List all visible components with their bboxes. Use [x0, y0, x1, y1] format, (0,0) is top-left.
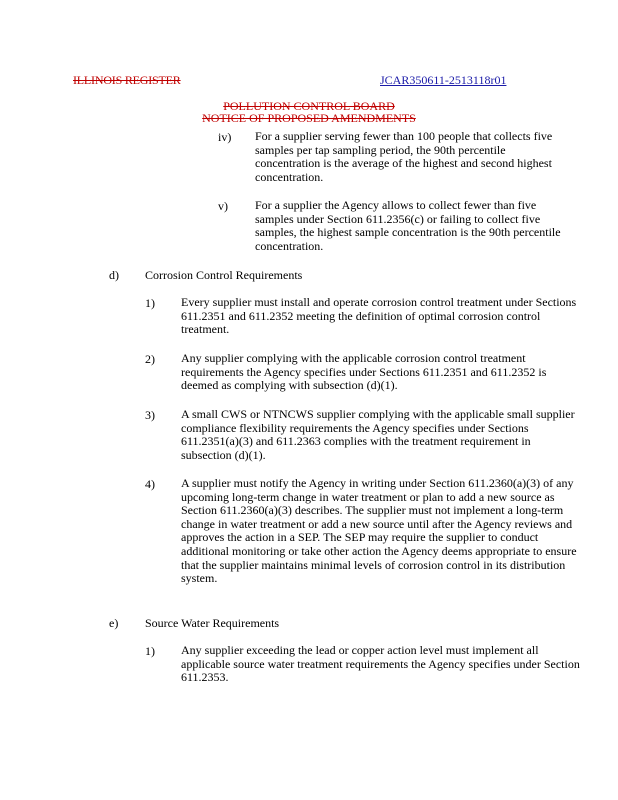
d-3-label: 3): [145, 408, 155, 422]
title-line-1: POLLUTION CONTROL BOARD: [223, 99, 395, 113]
d-2-label: 2): [145, 352, 155, 366]
register-header: ILLINOIS REGISTER: [73, 73, 181, 87]
e-1-text: Any supplier exceeding the lead or copper action level must implement all applicable source water treatment requirements the Agency specifies under Section 611.2353.: [181, 643, 580, 685]
d-3-text: A small CWS or NTNCWS supplier complying with the applicable small supplier compliance flexibility requirements the Agency specifies under Sections 611.2351(a)(3) and 611.2363 complies with the treatment requirement in subsection (d)(1).: [181, 407, 575, 462]
title-line-2: NOTICE OF PROPOSED AMENDMENTS: [202, 111, 416, 125]
page-title: [0, 100, 618, 124]
item-iv-label: iv): [218, 130, 232, 144]
subsection-e-heading: Source Water Requirements: [145, 616, 280, 630]
subsection-d-heading: Corrosion Control Requirements: [145, 268, 303, 282]
subsection-d-label: d): [109, 268, 119, 282]
d-4-label: 4): [145, 477, 155, 491]
subsection-e-label: e): [109, 616, 119, 630]
d-1-label: 1): [145, 296, 155, 310]
item-iv-text: For a supplier serving fewer than 100 people that collects five samples per tap sampling period, the 90th percentile concentration is the average of the highest and second highest concentration.: [255, 129, 553, 184]
item-v-label: v): [218, 199, 228, 213]
d-1-text: Every supplier must install and operate corrosion control treatment under Sections 611.2351 and 611.2352 meeting the definition of optimal corrosion control treatment.: [181, 295, 577, 337]
d-2-text: Any supplier complying with the applicable corrosion control treatment requirements the Agency specifies under Sections 611.2351 and 611.2352 is deemed as complying with subsection (d)(1).: [181, 351, 547, 393]
e-1-label: 1): [145, 644, 155, 658]
item-v-text: For a supplier the Agency allows to collect fewer than five samples under Section 611.2356(c) or failing to collect five samples, the highest sample concentration is the 90th percentile concentration.: [255, 198, 561, 253]
d-4-text: A supplier must notify the Agency in writing under Section 611.2360(a)(3) of any upcoming long-term change in water treatment or plan to add a new source as Section 611.2360(a)(3) describes. The supplier must not implement a long-term change in water treatment or add a new source until after the Agency reviews and approves the action in a SEP. The SEP may require the supplier to conduct additional monitoring or take other action the Agency deems appropriate to ensure that the supplier maintains minimal levels of corrosion control in its distribution system.: [181, 476, 577, 586]
document-code: JCAR350611-2513118r01: [380, 73, 507, 87]
